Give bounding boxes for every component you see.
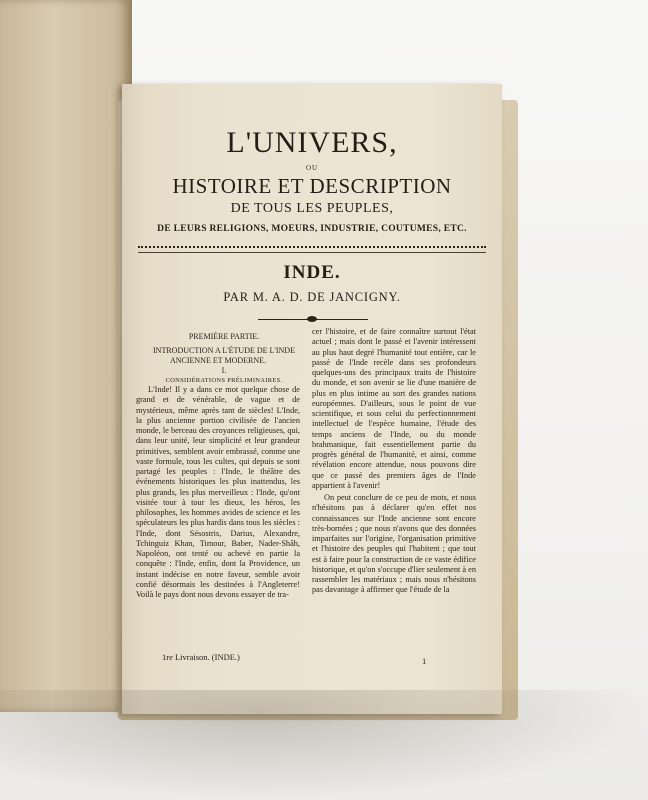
- subtitle-line-3: DE TOUS LES PEUPLES,: [230, 201, 394, 216]
- title-ou: OU: [305, 164, 319, 172]
- ornament-divider: [258, 316, 368, 322]
- right-text-column: [312, 327, 476, 596]
- intro-heading: INTRODUCTION A L'ÉTUDE DE L'INDE ANCIENNE ET MODERNE.: [153, 346, 295, 365]
- body-paragraph: cer l'histoire, et de faire connaître surtout l'état actuel ; mais dont le passé et l'avenir intéressent au plus haut degré l'humanité tout entière, car le passé de l'Inde recèle dans ses profondeurs quelques-uns des principaux traits de l'histoire du monde, et son avenir se lie d'une manière de plus en plus intime au sort des grandes nations européennes. D'ailleurs, sous le point de vue scientifique, et sous celui du perfectionnement intellectuel de l'espèce humaine, l'étude des temps anciens de l'Inde, ou du monde brahmanique, fait essentiellement partie du progrès général de l'humanité, et ainsi, comme révélation encore attendue, nous pouvons dire que ce passé des premiers âges de l'Inde appartient à l'avenir!: [312, 327, 476, 490]
- chapter-numeral: I.: [221, 366, 227, 375]
- author-line: PAR M. A. D. DE JANCIGNY.: [223, 290, 401, 304]
- subheading: CONSIDÉRATIONS PRÉLIMINAIRES.: [165, 377, 283, 384]
- body-paragraph: L'Inde! Il y a dans ce mot quelque chose de grand et de vénérable, de vague et de mystérieux, même après tant de siècles! L'Inde, la plus ancienne portion civilisée de l'ancien monde, le berceau des croyances religieuses, qui, dans leur unité, leur simplicité et leur grandeur primitives, semblent avoir embrassé, comme une vaste formule, tous les cultes, qui depuis se sont partagé les peuples : l'Inde, le théâtre des événements historiques les plus inattendus, les plus grands, les plus merveilleux : l'Inde, qu'ont visitée tour à tour les dieux, les héros, les philosophes, les hommes avides de science et les spéculateurs les plus hardis dans tous les siècles : l'Inde, dont Sésostris, Darius, Alexandre, Tchinguiz Khan, Timour, Baber, Nader-Shâh, Napoléon, ont tenté ou achevé en partie la conquête : l'Inde, enfin, dont la Providence, un instant indécise en notre faveur, semble avoir confié désormais les destinées à l'Angleterre! Voilà le pays dont nous devons essayer de tra-: [136, 385, 300, 599]
- body-paragraph: On peut conclure de ce peu de mots, et nous n'hésitons pas à déclarer qu'en effet nos connaissances sur l'Inde ancienne sont encore très-bornées ; que nous n'avons que des données imparfaites sur l'origine, l'organisation primitive et l'histoire des peuples qui l'habitent ; que tout est à faire pour la construction de ce vaste édifice historique, et qu'on s'occupe d'lier seulement à en rassembler les matériaux ; mais nous n'hésitons pas davantage à affirmer que l'étude de la: [312, 493, 476, 595]
- subtitle-line-4: DE LEURS RELIGIONS, MOEURS, INDUSTRIE, COUTUMES, ETC.: [157, 224, 467, 234]
- table-shadow: [0, 690, 648, 800]
- section-title: INDE.: [283, 262, 341, 283]
- main-title: L'UNIVERS,: [226, 126, 398, 159]
- title-page: [122, 84, 502, 714]
- part-heading: PREMIÈRE PARTIE.: [188, 332, 260, 341]
- subtitle: HISTOIRE ET DESCRIPTION: [172, 174, 452, 198]
- livraison-note: 1re Livraison. (INDE.): [162, 652, 240, 662]
- dotted-rule: [138, 246, 486, 253]
- book-cover: [0, 0, 132, 712]
- page-number: 1: [422, 656, 427, 666]
- left-text-column: [136, 332, 300, 600]
